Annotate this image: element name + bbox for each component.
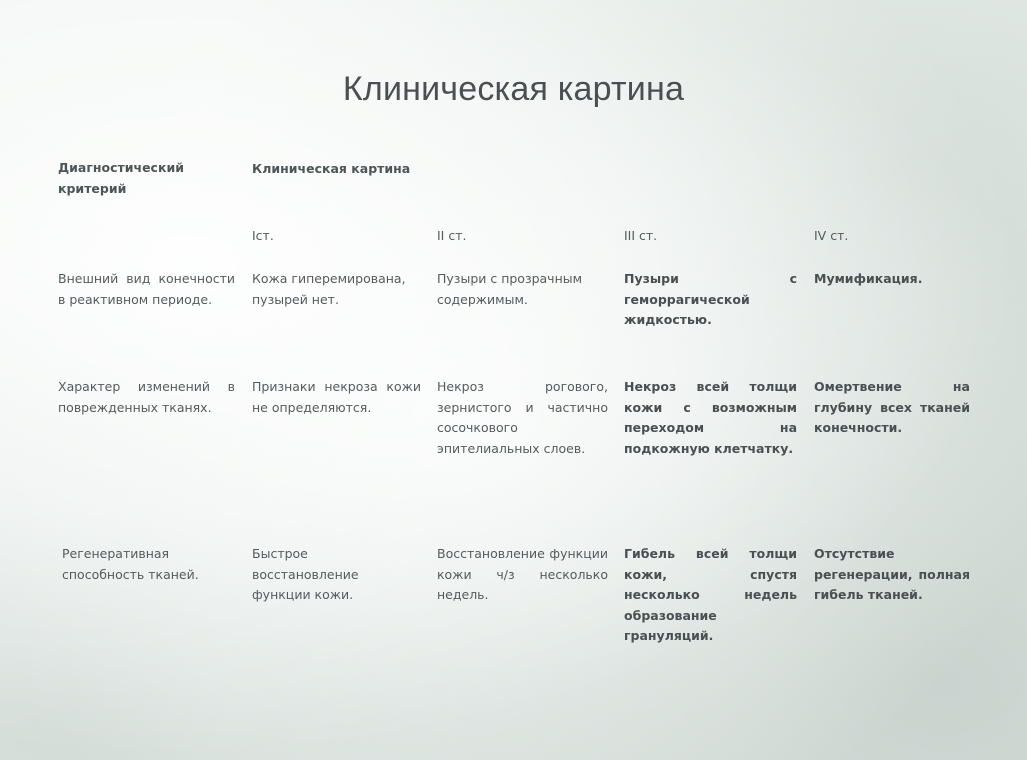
row-1-criterion: Внешний вид конечности в реактивном периоде. (58, 271, 235, 307)
stage-label-1: Iст. (252, 228, 274, 243)
row-1-stage-3: Пузыри с геморрагической жидкостью. (624, 271, 797, 327)
row-3-stage-1: Быстрое восстановление функции кожи. (252, 546, 359, 602)
row-2-stage-4: Омертвение на глубину всех тканей конечности. (814, 379, 970, 435)
row-2-criterion: Характер изменений в поврежденных тканях. (58, 379, 235, 415)
row-2-stage-1: Признаки некроза кожи не определяются. (252, 379, 421, 415)
header-criterion: Диагностический критерий (58, 160, 184, 196)
stage-label-2: II ст. (437, 228, 467, 243)
stage-label-4: IV ст. (814, 228, 849, 243)
row-2-stage-2: Некроз рогового, зернистого и частично сосочкового эпителиальных слоев. (437, 379, 608, 456)
stage-label-3: III ст. (624, 228, 658, 243)
row-3-stage-2: Восстановление функции кожи ч/з несколько недель. (437, 546, 608, 602)
row-3-stage-3: Гибель всей толщи кожи, спустя несколько недель образование грануляций. (624, 546, 797, 643)
row-1-stage-4: Мумификация. (814, 271, 923, 286)
row-3-criterion: Регенеративная способность тканей. (62, 546, 199, 582)
slide-title: Клиническая картина (342, 70, 685, 108)
row-2-stage-3: Некроз всей толщи кожи с возможным переходом на подкожную клетчатку. (624, 379, 797, 456)
row-1-stage-1: Кожа гиперемирована, пузырей нет. (252, 271, 406, 307)
row-1-stage-2: Пузыри с прозрачным содержимым. (437, 271, 583, 307)
header-clinical-picture: Клиническая картина (252, 161, 411, 176)
row-3-stage-4: Отсутствие регенерации, полная гибель тканей. (814, 546, 970, 602)
